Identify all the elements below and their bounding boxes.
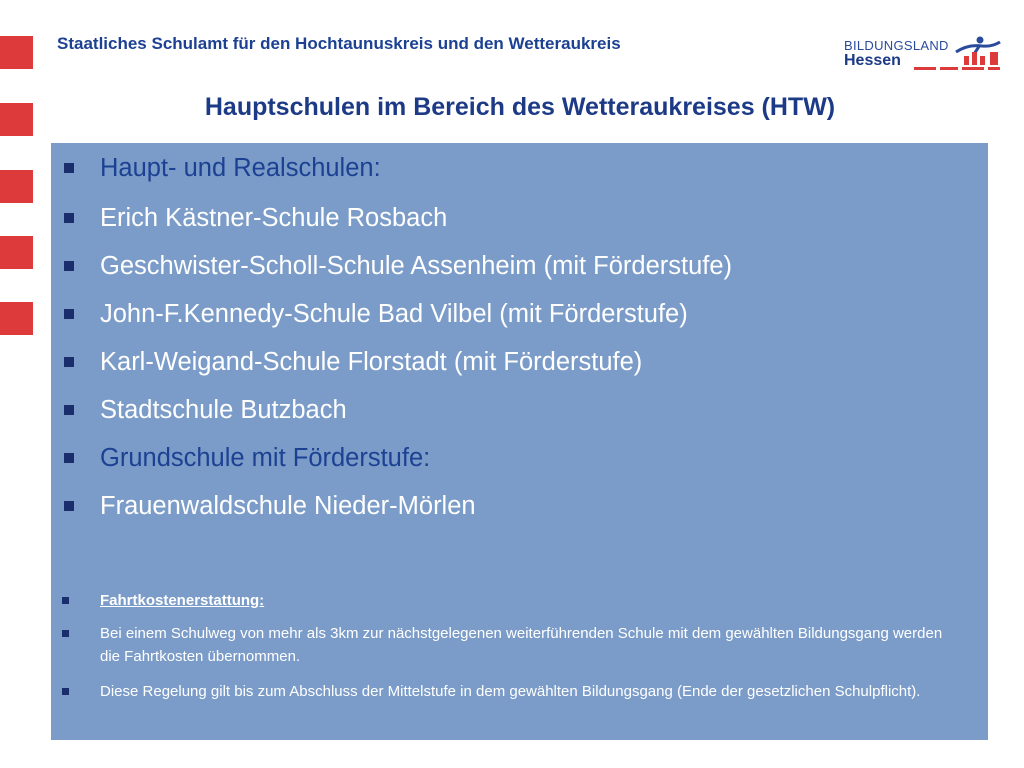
content-panel <box>51 143 988 740</box>
bullet-icon <box>64 357 74 367</box>
list-item-text: Karl-Weigand-Schule Florstadt (mit Förderstufe) <box>100 348 643 376</box>
bullet-icon <box>64 163 74 173</box>
list-item-text: Grundschule mit Förderstufe: <box>100 444 431 472</box>
bullet-icon <box>64 405 74 415</box>
slide-title: Hauptschulen im Bereich des Wetteraukreises (HTW) <box>204 93 836 121</box>
bullet-icon <box>64 501 74 511</box>
bullet-icon <box>64 261 74 271</box>
decor-square <box>0 302 33 335</box>
list-item-text: Geschwister-Scholl-Schule Assenheim (mit Förderstufe) <box>100 252 733 280</box>
bullet-icon <box>62 630 69 637</box>
bullet-icon <box>62 688 69 695</box>
decor-square <box>0 170 33 203</box>
note-heading: Fahrtkostenerstattung: <box>100 592 265 609</box>
bullet-icon <box>62 597 69 604</box>
bullet-icon <box>64 309 74 319</box>
list-item-text: Haupt- und Realschulen: <box>100 154 381 182</box>
org-title: Staatliches Schulamt für den Hochtaunuskreis und den Wetteraukreis <box>57 34 621 53</box>
list-item-text: Erich Kästner-Schule Rosbach <box>100 204 448 232</box>
bullet-icon <box>64 213 74 223</box>
decor-square <box>0 236 33 269</box>
decor-square <box>0 36 33 69</box>
list-item-text: Frauenwaldschule Nieder-Mörlen <box>100 492 476 520</box>
logo-text-line2: Hessen <box>844 52 901 69</box>
note-text: Diese Regelung gilt bis zum Abschluss der Mittelstufe in dem gewählten Bildungsgang (Ende der gesetzlichen Schulpflicht). <box>100 683 921 700</box>
logo-text-line1: BILDUNGSLAND <box>844 38 949 53</box>
list-item-text: Stadtschule Butzbach <box>100 396 347 424</box>
list-item-text: John-F.Kennedy-Schule Bad Vilbel (mit Förderstufe) <box>100 300 688 328</box>
bullet-icon <box>64 453 74 463</box>
bildungsland-hessen-logo <box>840 32 1008 74</box>
note-text: Bei einem Schulweg von mehr als 3km zur nächstgelegenen weiterführenden Schule mit dem gewählten Bildungsgang werden die Fahrtkosten übernommen. <box>100 625 943 665</box>
